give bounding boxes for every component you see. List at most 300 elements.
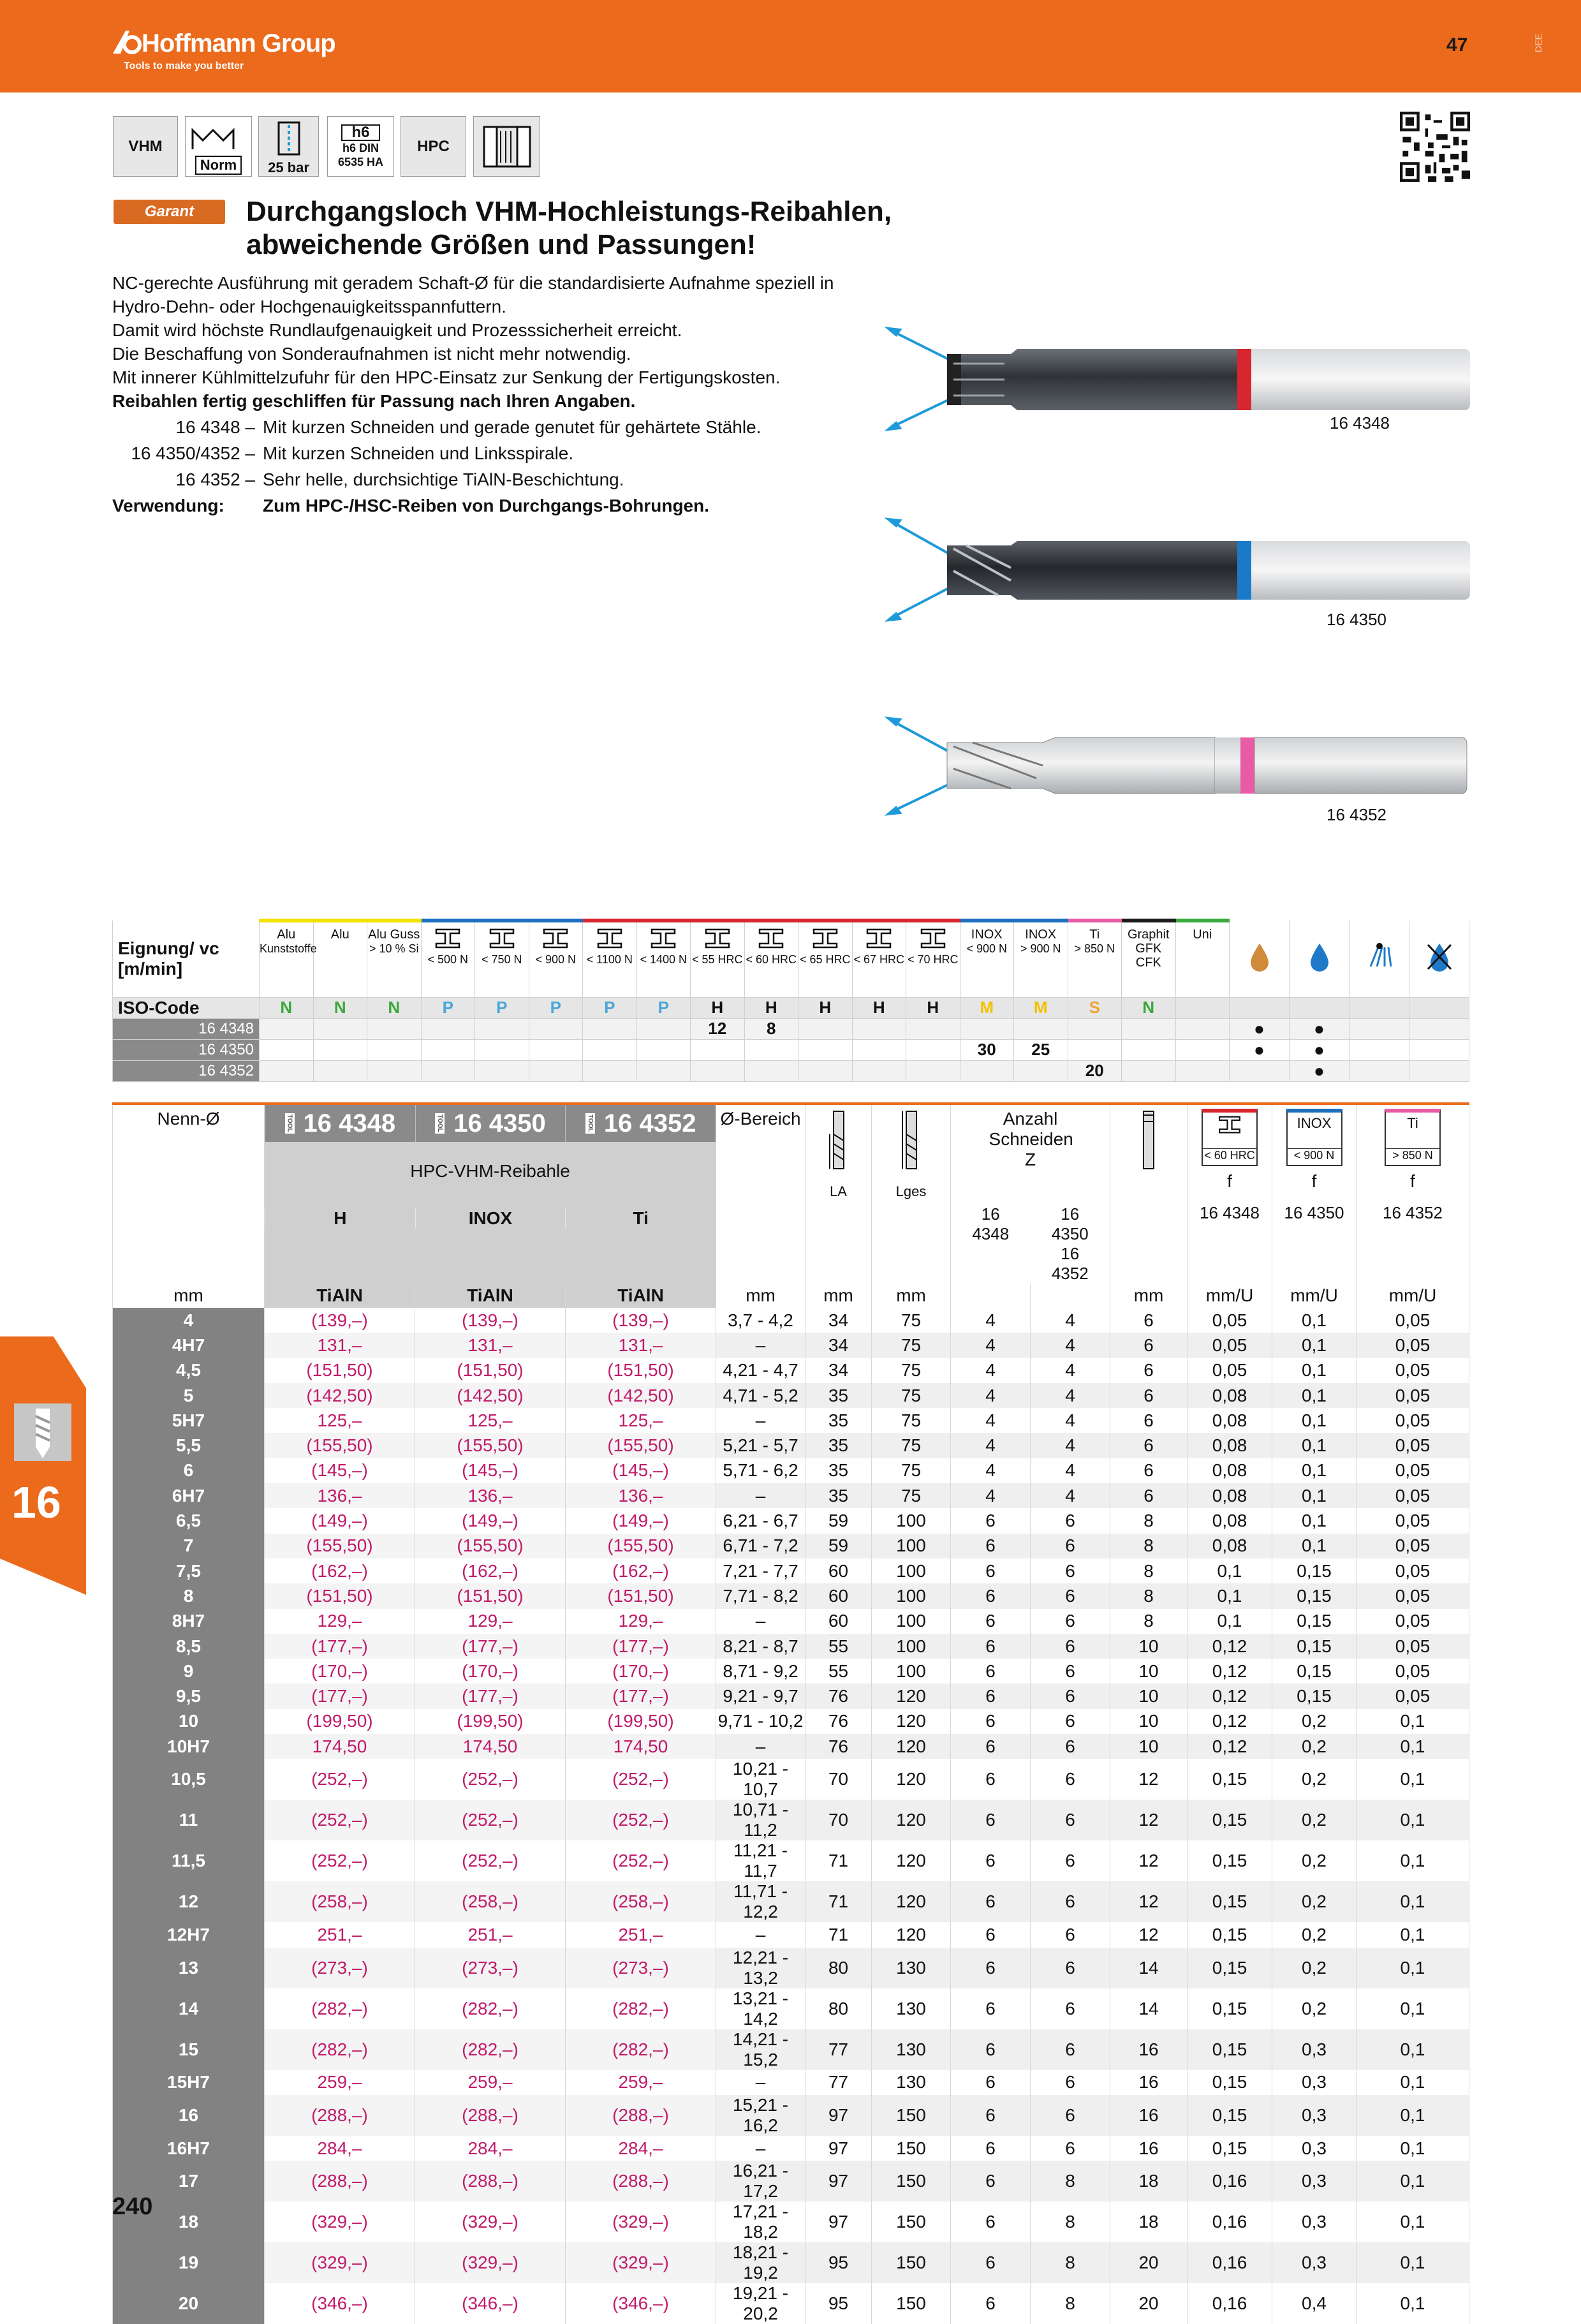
spec-cell: 12,21 - 13,2 bbox=[716, 1948, 805, 1988]
spec-cell: 0,1 bbox=[1272, 1534, 1357, 1558]
price-cell[interactable]: (145,–) bbox=[566, 1458, 716, 1483]
price-cell[interactable]: (145,–) bbox=[415, 1458, 566, 1483]
price-cell[interactable]: (142,50) bbox=[265, 1383, 415, 1408]
spec-cell: 6 bbox=[1031, 1684, 1110, 1708]
spec-cell: 5,71 - 6,2 bbox=[716, 1458, 805, 1483]
price-cell[interactable]: (155,50) bbox=[265, 1433, 415, 1458]
spec-cell: 0,3 bbox=[1272, 2029, 1357, 2070]
cutting-speed-cell bbox=[852, 1018, 906, 1039]
spec-cell: 8 bbox=[1110, 1508, 1188, 1533]
spec-cell: 0,3 bbox=[1272, 2161, 1357, 2202]
price-cell[interactable]: (155,50) bbox=[265, 1534, 415, 1558]
variant-line: 16 4352 – Sehr helle, durchsichtige TiAlN-Beschichtung. bbox=[175, 470, 624, 489]
water-drop-icon bbox=[1305, 941, 1334, 973]
table-row bbox=[113, 1759, 1469, 1800]
price-cell[interactable]: (177,–) bbox=[415, 1634, 566, 1659]
cooling-column-header bbox=[1349, 921, 1409, 997]
price-cell[interactable]: (151,50) bbox=[265, 1358, 415, 1383]
price-cell[interactable]: (199,50) bbox=[415, 1709, 566, 1734]
spec-cell: 4 bbox=[951, 1358, 1031, 1383]
spec-cell: 8 bbox=[1031, 2283, 1110, 2324]
garant-brand-badge: Garant bbox=[114, 200, 225, 224]
spec-cell: 6 bbox=[951, 1558, 1031, 1583]
cooling-suitability-cell: ● bbox=[1290, 1039, 1349, 1060]
price-cell[interactable]: (346,–) bbox=[415, 2283, 566, 2324]
cutting-speed-cell bbox=[636, 1060, 691, 1081]
price-cell[interactable]: (162,–) bbox=[265, 1558, 415, 1583]
coating-cell: TiAlN bbox=[265, 1284, 415, 1308]
price-cell[interactable]: 131,– bbox=[566, 1333, 716, 1358]
spec-cell: 6 bbox=[951, 1922, 1031, 1947]
spec-cell: 0,12 bbox=[1188, 1709, 1272, 1734]
price-cell[interactable]: (252,–) bbox=[566, 1800, 716, 1840]
price-cell[interactable]: (288,–) bbox=[415, 2095, 566, 2136]
price-cell[interactable]: (142,50) bbox=[566, 1383, 716, 1408]
page-number: 240 bbox=[112, 2193, 153, 2220]
price-cell[interactable]: (329,–) bbox=[415, 2202, 566, 2242]
table-row bbox=[113, 2283, 1469, 2324]
spec-cell: 130 bbox=[872, 1988, 951, 2029]
spec-cell: 35 bbox=[805, 1433, 872, 1458]
vhm-icon: VHM bbox=[113, 116, 178, 177]
spec-cell: 0,1 bbox=[1357, 1881, 1469, 1922]
cooling-suitability-cell bbox=[1349, 1018, 1409, 1039]
material-spec: > 10 % Si bbox=[369, 942, 419, 955]
price-table bbox=[112, 1102, 1469, 2324]
cutting-speed-cell: 8 bbox=[744, 1018, 798, 1039]
iso-code-cell: P bbox=[636, 997, 691, 1018]
price-cell[interactable]: (252,–) bbox=[415, 1759, 566, 1800]
spec-cell: 76 bbox=[805, 1709, 872, 1734]
spec-cell: 7,21 - 7,7 bbox=[716, 1558, 805, 1583]
spec-cell: 55 bbox=[805, 1634, 872, 1659]
price-cell[interactable]: 259,– bbox=[415, 2070, 566, 2095]
spec-cell: 0,3 bbox=[1272, 2070, 1357, 2095]
material-column-header bbox=[960, 921, 1014, 997]
spec-cell: 15,21 - 16,2 bbox=[716, 2095, 805, 2136]
spec-cell: 0,15 bbox=[1188, 1988, 1272, 2029]
unit-cell: mm/U bbox=[1357, 1284, 1469, 1308]
spec-cell: 0,1 bbox=[1357, 1759, 1469, 1800]
spec-cell: 120 bbox=[872, 1734, 951, 1759]
spec-cell: 0,1 bbox=[1357, 2283, 1469, 2324]
spec-cell: 35 bbox=[805, 1383, 872, 1408]
spec-cell: 18,21 - 19,2 bbox=[716, 2242, 805, 2283]
material-column-header bbox=[1175, 921, 1230, 997]
spec-cell: 55 bbox=[805, 1659, 872, 1684]
price-cell[interactable]: (288,–) bbox=[265, 2095, 415, 2136]
spec-cell: 4 bbox=[951, 1383, 1031, 1408]
price-cell[interactable]: 136,– bbox=[415, 1483, 566, 1508]
price-cell[interactable]: (282,–) bbox=[265, 2029, 415, 2070]
cutting-speed-cell bbox=[313, 1060, 367, 1081]
spec-cell: 130 bbox=[872, 2070, 951, 2095]
spec-cell: 0,1 bbox=[1272, 1508, 1357, 1533]
table-header-row bbox=[113, 1104, 1469, 1284]
iso-code-cell: P bbox=[583, 997, 637, 1018]
price-cell[interactable]: (252,–) bbox=[415, 1800, 566, 1840]
price-cell[interactable]: (151,50) bbox=[415, 1583, 566, 1608]
cutting-speed-cell bbox=[960, 1060, 1014, 1081]
price-cell[interactable]: (346,–) bbox=[265, 2283, 415, 2324]
price-cell[interactable]: 174,50 bbox=[415, 1734, 566, 1759]
price-cell[interactable]: (155,50) bbox=[566, 1433, 716, 1458]
spec-cell: 12 bbox=[1110, 1922, 1188, 1947]
spec-cell: 6 bbox=[951, 1759, 1031, 1800]
material-spec: < 900 N bbox=[535, 953, 577, 966]
price-cell[interactable]: (177,–) bbox=[265, 1684, 415, 1708]
coolant-spray-icon bbox=[1365, 941, 1393, 973]
nominal-diameter-cell: 9 bbox=[113, 1659, 265, 1684]
spec-cell: 6 bbox=[1031, 1583, 1110, 1608]
table-row bbox=[113, 1483, 1469, 1508]
spec-cell: 12 bbox=[1110, 1881, 1188, 1922]
price-cell[interactable]: (273,–) bbox=[566, 1948, 716, 1988]
nominal-diameter-cell: 12 bbox=[113, 1881, 265, 1922]
table-row bbox=[113, 1358, 1469, 1383]
price-cell[interactable]: (282,–) bbox=[415, 2029, 566, 2070]
price-cell[interactable]: 251,– bbox=[265, 1922, 415, 1947]
spec-cell: 6 bbox=[951, 2095, 1031, 2136]
table-row bbox=[113, 2242, 1469, 2283]
price-cell[interactable]: (177,–) bbox=[566, 1684, 716, 1708]
spec-cell: 71 bbox=[805, 1840, 872, 1881]
cutting-speed-cell bbox=[475, 1039, 529, 1060]
spec-cell: – bbox=[716, 1408, 805, 1433]
nominal-diameter-cell: 5 bbox=[113, 1383, 265, 1408]
feed-material-name bbox=[1203, 1115, 1256, 1138]
price-cell[interactable]: (139,–) bbox=[265, 1308, 415, 1333]
spec-cell: 0,1 bbox=[1357, 1709, 1469, 1734]
price-cell[interactable]: (252,–) bbox=[566, 1840, 716, 1881]
spec-cell: 4,71 - 5,2 bbox=[716, 1383, 805, 1408]
spec-cell: 6 bbox=[951, 1709, 1031, 1734]
spec-cell: 60 bbox=[805, 1558, 872, 1583]
spec-cell: 35 bbox=[805, 1483, 872, 1508]
teeth-count-label: Anzahl Schneiden Z bbox=[989, 1109, 1073, 1169]
material-spec: < 70 HRC bbox=[907, 953, 959, 966]
material-column-header bbox=[1014, 921, 1068, 997]
price-cell[interactable]: (329,–) bbox=[415, 2242, 566, 2283]
spec-cell: 0,05 bbox=[1357, 1358, 1469, 1383]
total-length-header bbox=[872, 1104, 951, 1284]
spec-cell: 10 bbox=[1110, 1734, 1188, 1759]
price-cell[interactable]: 131,– bbox=[415, 1333, 566, 1358]
price-cell[interactable]: (273,–) bbox=[265, 1948, 415, 1988]
cutting-speed-cell bbox=[1175, 1018, 1230, 1039]
spec-cell: 16 bbox=[1110, 2029, 1188, 2070]
spec-cell: 0,15 bbox=[1188, 1881, 1272, 1922]
product-code-label: 16 4348 bbox=[1330, 413, 1390, 433]
table-row bbox=[113, 2136, 1469, 2161]
spec-cell: 9,21 - 9,7 bbox=[716, 1684, 805, 1708]
spec-cell: 10,21 - 10,7 bbox=[716, 1759, 805, 1800]
through-hole-icon bbox=[473, 116, 540, 177]
spec-cell: 0,2 bbox=[1272, 1948, 1357, 1988]
price-cell[interactable]: (145,–) bbox=[265, 1458, 415, 1483]
product-code-heading bbox=[415, 1105, 566, 1142]
price-cell[interactable]: (177,–) bbox=[265, 1634, 415, 1659]
nominal-diameter-cell: 8,5 bbox=[113, 1634, 265, 1659]
price-cell[interactable]: (282,–) bbox=[566, 1988, 716, 2029]
spec-cell: 0,1 bbox=[1357, 2095, 1469, 2136]
spec-cell: 6 bbox=[951, 1881, 1031, 1922]
price-cell[interactable]: (149,–) bbox=[415, 1508, 566, 1533]
spec-cell: 0,05 bbox=[1357, 1458, 1469, 1483]
price-cell[interactable]: (288,–) bbox=[566, 2095, 716, 2136]
price-cell[interactable]: (155,50) bbox=[566, 1534, 716, 1558]
nominal-diameter-header: Nenn-Ø bbox=[113, 1104, 265, 1284]
price-cell[interactable]: 125,– bbox=[415, 1408, 566, 1433]
table-row bbox=[113, 1734, 1469, 1759]
nominal-diameter-cell: 19 bbox=[113, 2242, 265, 2283]
usage-line: Verwendung: Zum HPC-/HSC-Reiben von Durchgangs-Bohrungen. bbox=[112, 496, 709, 515]
price-cell[interactable]: (177,–) bbox=[566, 1634, 716, 1659]
spec-cell: 6 bbox=[951, 1840, 1031, 1881]
spec-cell: 75 bbox=[872, 1408, 951, 1433]
spec-cell: 14 bbox=[1110, 1948, 1188, 1988]
price-cell[interactable]: (258,–) bbox=[566, 1881, 716, 1922]
suitability-grid bbox=[112, 919, 1469, 1082]
price-cell[interactable]: (282,–) bbox=[415, 1988, 566, 2029]
spec-cell: 75 bbox=[872, 1383, 951, 1408]
price-cell[interactable]: (258,–) bbox=[415, 1881, 566, 1922]
unit-cell: mm bbox=[716, 1284, 805, 1308]
cutting-speed-cell bbox=[367, 1018, 422, 1039]
spec-cell: 6 bbox=[1031, 1534, 1110, 1558]
price-cell[interactable]: (142,50) bbox=[415, 1383, 566, 1408]
price-cell[interactable]: 129,– bbox=[265, 1609, 415, 1634]
price-cell[interactable]: 284,– bbox=[566, 2136, 716, 2161]
reamer-image-164352 bbox=[883, 714, 1483, 842]
price-cell[interactable]: (282,–) bbox=[265, 1988, 415, 2029]
price-cell[interactable]: 125,– bbox=[265, 1408, 415, 1433]
product-code-label: 16 4350 bbox=[1327, 610, 1386, 629]
spec-cell: 6 bbox=[951, 2161, 1031, 2202]
spec-cell: 8 bbox=[1031, 2161, 1110, 2202]
price-cell[interactable]: (139,–) bbox=[415, 1308, 566, 1333]
spec-cell: 150 bbox=[872, 2283, 951, 2324]
qr-code-icon[interactable] bbox=[1400, 112, 1470, 182]
price-cell[interactable]: (170,–) bbox=[265, 1659, 415, 1684]
price-cell[interactable]: (149,–) bbox=[566, 1508, 716, 1533]
cutting-speed-cell bbox=[313, 1039, 367, 1060]
price-cell[interactable]: (346,–) bbox=[566, 2283, 716, 2324]
price-cell[interactable]: (139,–) bbox=[566, 1308, 716, 1333]
product-code-cell: 16 4350 bbox=[113, 1039, 260, 1060]
spec-cell: 6 bbox=[951, 1583, 1031, 1608]
nominal-diameter-cell: 5,5 bbox=[113, 1433, 265, 1458]
price-cell[interactable]: (288,–) bbox=[415, 2161, 566, 2202]
cutting-speed-cell bbox=[852, 1039, 906, 1060]
price-cell[interactable]: 259,– bbox=[566, 2070, 716, 2095]
feed-material-box bbox=[1286, 1109, 1342, 1166]
oil-drop-icon bbox=[1246, 941, 1274, 973]
spec-cell: 6 bbox=[1031, 2029, 1110, 2070]
price-cell[interactable]: (155,50) bbox=[415, 1433, 566, 1458]
spec-cell: 0,3 bbox=[1272, 2202, 1357, 2242]
spec-cell: 6 bbox=[1031, 1800, 1110, 1840]
price-cell[interactable]: 131,– bbox=[265, 1333, 415, 1358]
spec-cell: 20 bbox=[1110, 2242, 1188, 2283]
spec-cell: 0,1 bbox=[1357, 2070, 1469, 2095]
spec-cell: 34 bbox=[805, 1308, 872, 1333]
price-cell[interactable]: 136,– bbox=[566, 1483, 716, 1508]
price-cell[interactable]: 129,– bbox=[566, 1609, 716, 1634]
spec-cell: 0,1 bbox=[1357, 1734, 1469, 1759]
spec-cell: 120 bbox=[872, 1684, 951, 1708]
spec-cell: 77 bbox=[805, 2029, 872, 2070]
material-column-header bbox=[583, 921, 637, 997]
price-cell[interactable]: 259,– bbox=[265, 2070, 415, 2095]
price-cell[interactable]: (177,–) bbox=[415, 1684, 566, 1708]
spec-cell: 4 bbox=[951, 1458, 1031, 1483]
price-cell[interactable]: (329,–) bbox=[265, 2242, 415, 2283]
price-cell[interactable]: (252,–) bbox=[265, 1800, 415, 1840]
cutting-speed-cell bbox=[529, 1039, 583, 1060]
spec-cell: 16 bbox=[1110, 2070, 1188, 2095]
price-cell[interactable]: 174,50 bbox=[265, 1734, 415, 1759]
spec-cell: 6 bbox=[951, 2070, 1031, 2095]
price-cell[interactable]: 284,– bbox=[265, 2136, 415, 2161]
cutting-speed-cell bbox=[1122, 1018, 1176, 1039]
material-column-header bbox=[475, 921, 529, 997]
nominal-diameter-cell: 6,5 bbox=[113, 1508, 265, 1533]
price-cell[interactable]: (273,–) bbox=[415, 1948, 566, 1988]
table-row bbox=[113, 1609, 1469, 1634]
feed-code: 16 4350 bbox=[1284, 1203, 1344, 1222]
table-row bbox=[113, 1948, 1469, 1988]
iso-code-cell: H bbox=[691, 997, 745, 1018]
reamer-image-164350 bbox=[883, 510, 1483, 651]
spec-cell: 19,21 - 20,2 bbox=[716, 2283, 805, 2324]
nominal-diameter-cell: 4H7 bbox=[113, 1333, 265, 1358]
price-cell[interactable]: (170,–) bbox=[566, 1659, 716, 1684]
tool-type-tag: TOOL bbox=[286, 1114, 293, 1132]
spec-cell: 6 bbox=[1031, 1840, 1110, 1881]
variant-line: 16 4350/4352 – Mit kurzen Schneiden und Linksspirale. bbox=[131, 443, 574, 463]
spec-cell: 0,05 bbox=[1357, 1634, 1469, 1659]
spec-cell: 18 bbox=[1110, 2202, 1188, 2242]
cooling-suitability-cell bbox=[1409, 1018, 1469, 1039]
price-cell[interactable]: 129,– bbox=[415, 1609, 566, 1634]
cutting-speed-cell bbox=[1122, 1060, 1176, 1081]
price-cell[interactable]: (329,–) bbox=[566, 2202, 716, 2242]
spec-cell: 6 bbox=[1031, 1508, 1110, 1533]
nominal-diameter-cell: 6H7 bbox=[113, 1483, 265, 1508]
spec-cell: 6 bbox=[1031, 1759, 1110, 1800]
price-cell[interactable]: (252,–) bbox=[265, 1759, 415, 1800]
cutting-speed-cell bbox=[798, 1018, 853, 1039]
price-cell[interactable]: (252,–) bbox=[566, 1759, 716, 1800]
price-cell[interactable]: (162,–) bbox=[566, 1558, 716, 1583]
cooling-column-header bbox=[1409, 921, 1469, 997]
price-cell[interactable]: (151,50) bbox=[415, 1358, 566, 1383]
spec-cell: 4 bbox=[1031, 1483, 1110, 1508]
spec-cell: 0,2 bbox=[1272, 1709, 1357, 1734]
material-column-header bbox=[906, 921, 960, 997]
cutting-speed-cell bbox=[852, 1060, 906, 1081]
spec-cell: – bbox=[716, 1922, 805, 1947]
price-cell[interactable]: (151,50) bbox=[566, 1583, 716, 1608]
nominal-diameter-cell: 16H7 bbox=[113, 2136, 265, 2161]
price-cell[interactable]: (199,50) bbox=[566, 1709, 716, 1734]
price-cell[interactable]: (162,–) bbox=[415, 1558, 566, 1583]
price-cell[interactable]: (258,–) bbox=[265, 1881, 415, 1922]
spec-cell: 8,21 - 8,7 bbox=[716, 1634, 805, 1659]
price-cell[interactable]: (155,50) bbox=[415, 1534, 566, 1558]
price-cell[interactable]: (252,–) bbox=[265, 1840, 415, 1881]
table-row bbox=[113, 1508, 1469, 1533]
spec-cell: 0,15 bbox=[1188, 2070, 1272, 2095]
spec-cell: 7,71 - 8,2 bbox=[716, 1583, 805, 1608]
price-cell[interactable]: (151,50) bbox=[566, 1358, 716, 1383]
price-cell[interactable]: (329,–) bbox=[265, 2202, 415, 2242]
price-cell[interactable]: (282,–) bbox=[566, 2029, 716, 2070]
feed-code: 16 4352 bbox=[1383, 1203, 1443, 1222]
product-code-cell: 16 4352 bbox=[113, 1060, 260, 1081]
iso-code-label: ISO-Code bbox=[113, 997, 260, 1018]
spec-cell: 0,05 bbox=[1357, 1684, 1469, 1708]
cutting-speed-cell bbox=[906, 1060, 960, 1081]
description-line: Die Beschaffung von Sonderaufnahmen ist nicht mehr notwendig. bbox=[112, 344, 631, 364]
price-cell[interactable]: 251,– bbox=[415, 1922, 566, 1947]
product-header-group bbox=[265, 1104, 716, 1284]
nominal-diameter-cell: 5H7 bbox=[113, 1408, 265, 1433]
spec-cell: 97 bbox=[805, 2202, 872, 2242]
spec-cell: 0,08 bbox=[1188, 1458, 1272, 1483]
spec-cell: – bbox=[716, 1483, 805, 1508]
spec-cell: 6 bbox=[1110, 1358, 1188, 1383]
coating-cell: TiAlN bbox=[566, 1284, 716, 1308]
iso-code-cell bbox=[1175, 997, 1230, 1018]
spec-cell: 6 bbox=[951, 1659, 1031, 1684]
spec-cell: 0,1 bbox=[1188, 1609, 1272, 1634]
price-cell[interactable]: 284,– bbox=[415, 2136, 566, 2161]
cooling-suitability-cell: ● bbox=[1290, 1060, 1349, 1081]
price-cell[interactable]: (288,–) bbox=[566, 2161, 716, 2202]
price-cell[interactable]: 174,50 bbox=[566, 1734, 716, 1759]
feed-material-box bbox=[1385, 1109, 1441, 1166]
cutting-speed-cell bbox=[636, 1018, 691, 1039]
spec-cell: 6 bbox=[1031, 2136, 1110, 2161]
price-cell[interactable]: (151,50) bbox=[265, 1583, 415, 1608]
price-cell[interactable]: (149,–) bbox=[265, 1508, 415, 1533]
spec-cell: 6 bbox=[1031, 1988, 1110, 2029]
table-row bbox=[113, 1988, 1469, 2029]
feed-material-box bbox=[1202, 1109, 1258, 1166]
price-cell[interactable]: 136,– bbox=[265, 1483, 415, 1508]
spec-cell: 77 bbox=[805, 2070, 872, 2095]
price-cell[interactable]: (329,–) bbox=[566, 2242, 716, 2283]
hoffmann-logo-icon bbox=[112, 26, 142, 56]
material-column-header bbox=[421, 921, 475, 997]
price-cell[interactable]: (288,–) bbox=[265, 2161, 415, 2202]
iso-code-cell: N bbox=[313, 997, 367, 1018]
price-cell[interactable]: (252,–) bbox=[415, 1840, 566, 1881]
table-row bbox=[113, 1383, 1469, 1408]
spec-cell: 0,15 bbox=[1188, 2136, 1272, 2161]
material-spec: < 750 N bbox=[481, 953, 522, 966]
price-cell[interactable]: 125,– bbox=[566, 1408, 716, 1433]
spec-cell: 6 bbox=[1110, 1333, 1188, 1358]
tool-type-tag: TOOL bbox=[436, 1114, 444, 1132]
iso-code-cell: P bbox=[529, 997, 583, 1018]
price-cell[interactable]: (170,–) bbox=[415, 1659, 566, 1684]
price-cell[interactable]: 251,– bbox=[566, 1922, 716, 1947]
price-cell[interactable]: (199,50) bbox=[265, 1709, 415, 1734]
spec-cell: 120 bbox=[872, 1922, 951, 1947]
